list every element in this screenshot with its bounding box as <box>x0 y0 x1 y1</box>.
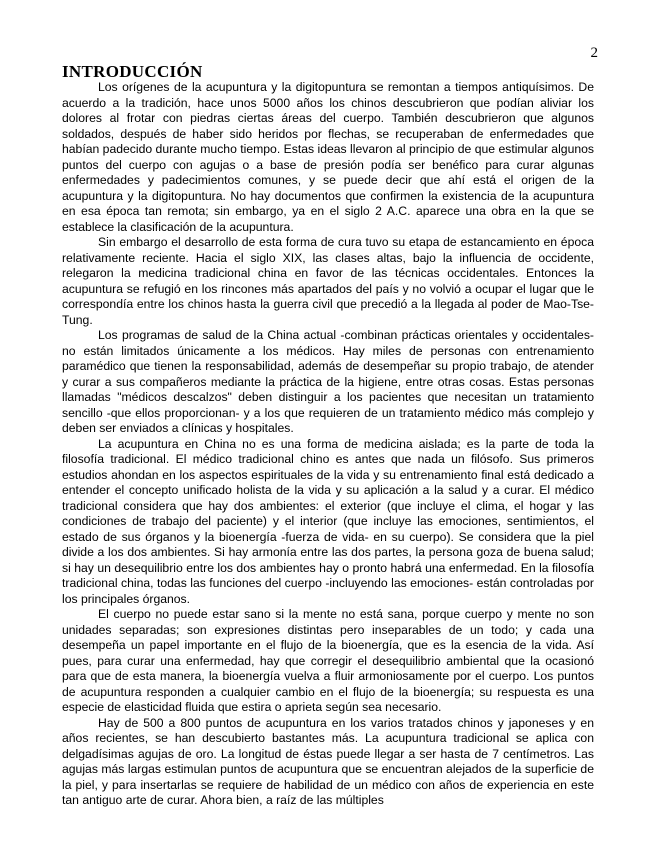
paragraph: Sin embargo el desarrollo de esta forma de cura tuvo su etapa de estancamiento en época relativamente reciente. Hacia el siglo XIX, las clases altas, bajo la influencia de occidente, relegaron la medicina tradicional china en favor de las técnicas occidentales. Entonces la acupuntura se refugió en los rincones más apartados del país y no volvió a ocupar el lugar que le correspondía entre los chinos hasta la guerra civil que precedió a la llegada al poder de Mao-Tse-Tung. <box>62 235 594 327</box>
body-text <box>62 80 594 809</box>
paragraph: El cuerpo no puede estar sano si la mente no está sana, porque cuerpo y mente no son unidades separadas; son expresiones distintas pero inseparables de un todo; y cada una desempeña un papel importante en el flujo de la bioenergía, que es la esencia de la vida. Así pues, para curar una enfermedad, hay que corregir el desequilibrio ambiental que la ocasionó para que de esta manera, la bioenergía vuelva a fluir armoniosamente por el cuerpo. Los puntos de acupuntura responden a cualquier cambio en el flujo de la bioenergía; su respuesta es una especie de elasticidad fluida que estira o aprieta según sea necesario. <box>62 607 594 714</box>
paragraph: Los programas de salud de la China actual -combinan prácticas orientales y occidentales- no están limitados únicamente a los médicos. Hay miles de personas con entrenamiento paramédico que tienen la responsabilidad, además de desempeñar su propio trabajo, de atender y curar a sus compañeros mediante la práctica de la higiene, entre otras cosas. Estas personas llamadas "médicos descalzos" deben distinguir a los pacientes que necesitan un tratamiento sencillo -que ellos proporcionan- y a los que requieren de un tratamiento médico más complejo y deben ser enviados a clínicas y hospitales. <box>62 328 594 435</box>
page-number: 2 <box>590 45 598 61</box>
section-title: INTRODUCCIÓN <box>62 62 203 81</box>
paragraph: Los orígenes de la acupuntura y la digitopuntura se remontan a tiempos antiquísimos. De acuerdo a la tradición, hace unos 5000 años los chinos descubrieron que podían aliviar los dolores al frotar con piedras ciertas áreas del cuerpo. También descubrieron que algunos soldados, después de haber sido heridos por flechas, se recuperaban de enfermedades que habían padecido durante mucho tiempo. Estas ideas llevaron al principio de que estimular algunos puntos del cuerpo con agujas o a base de presión podía ser benéfico para curar algunas enfermedades y padecimientos comunes, y se puede decir que ahí está el origen de la acupuntura y la digitopuntura. No hay documentos que confirmen la existencia de la acupuntura en esa época tan remota; sin embargo, ya en el siglo 2 A.C. aparece una obra en la que se establece la clasificación de la acupuntura. <box>62 80 594 234</box>
paragraph: La acupuntura en China no es una forma de medicina aislada; es la parte de toda la filosofía tradicional. El médico tradicional chino es antes que nada un filósofo. Sus primeros estudios ahondan en los aspectos espirituales de la vida y su entrenamiento final está dedicado a entender el concepto unificado holista de la vida y su aplicación a la salud y a curar. El médico tradicional considera que hay dos ambientes: el exterior (que incluye el clima, el hogar y las condiciones de trabajo del paciente) y el interior (que incluye las emociones, sentimientos, el estado de sus órganos y la bioenergía -fuerza de vida- en su cuerpo). Se considera que la piel divide a los dos ambientes. Si hay armonía entre las dos partes, la persona goza de buena salud; si hay un desequilibrio entre los dos ambientes hay o pronto habrá una enfermedad. En la filosofía tradicional china, todas las funciones del cuerpo -incluyendo las emociones- están controladas por los principales órganos. <box>62 436 594 606</box>
paragraph: Hay de 500 a 800 puntos de acupuntura en los varios tratados chinos y japoneses y en años recientes, se han descubierto bastantes más. La acupuntura tradicional se aplica con delgadísimas agujas de oro. La longitud de éstas puede llegar a ser hasta de 7 centímetros. Las agujas más largas estimulan puntos de acupuntura que se encuentran alejados de la superficie de la piel, y para insertarlas se requiere de habilidad de un médico con años de experiencia en este tan antiguo arte de curar. Ahora bien, a raíz de las múltiples <box>62 715 594 807</box>
